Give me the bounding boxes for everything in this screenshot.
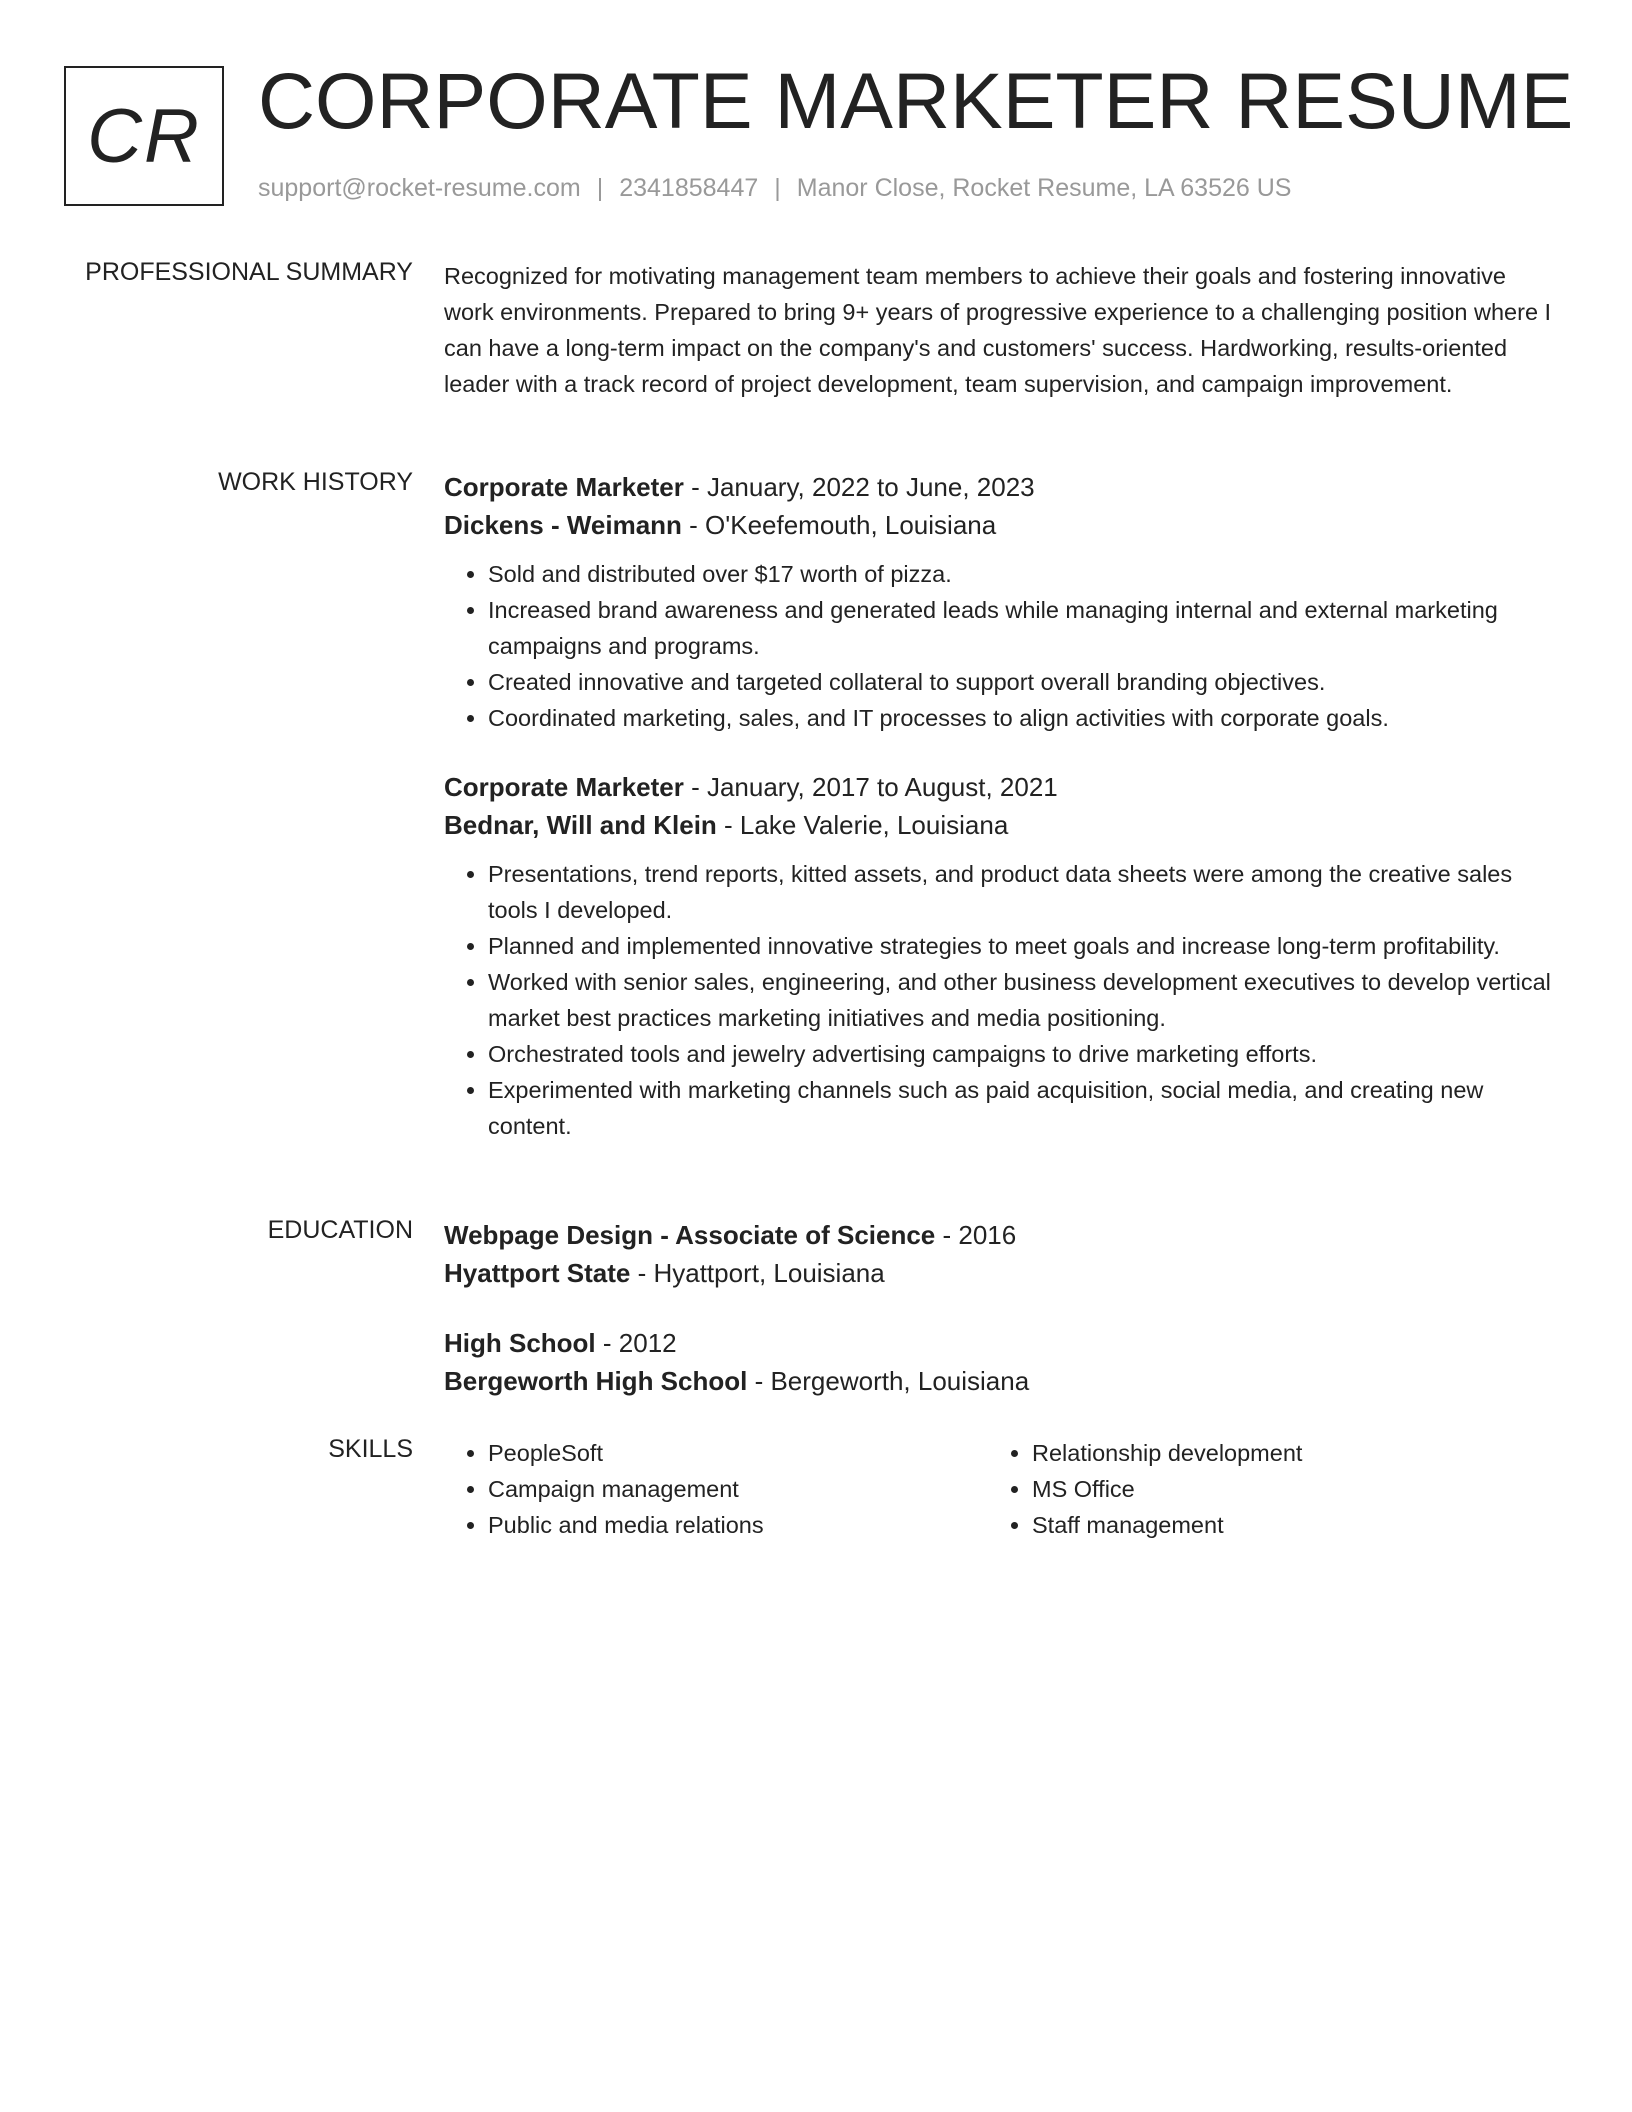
degree: Webpage Design - Associate of Science — [444, 1220, 936, 1250]
education-entry — [444, 1216, 1554, 1292]
school: Bergeworth High School — [444, 1366, 748, 1396]
education-entry — [444, 1324, 1554, 1400]
contact-email: support@rocket-resume.com — [258, 174, 581, 202]
job-company: Bednar, Will and Klein — [444, 810, 717, 840]
job-company: Dickens - Weimann — [444, 510, 682, 540]
list-item: • Orchestrated tools and jewelry advertising campaigns to drive marketing efforts. — [488, 1036, 1554, 1072]
job-location: - O'Keefemouth, Louisiana — [681, 510, 997, 540]
contact-separator: | — [774, 174, 781, 202]
list-item: • Planned and implemented innovative strategies to meet goals and increase long-term profitability. — [488, 928, 1554, 964]
school-location: - Bergeworth, Louisiana — [747, 1366, 1030, 1396]
job-entry — [444, 468, 1554, 736]
skill-item: • PeopleSoft — [488, 1435, 988, 1471]
list-item: • Coordinated marketing, sales, and IT processes to align activities with corporate goals. — [488, 700, 1554, 736]
education-heading: EDUCATION — [267, 1216, 413, 1244]
school-line — [444, 1362, 1554, 1400]
list-item: • Sold and distributed over $17 worth of pizza. — [488, 556, 1554, 592]
job-bullets — [444, 856, 1554, 1144]
skills-column-right — [988, 1435, 1532, 1543]
degree-line — [444, 1216, 1554, 1254]
summary-heading: PROFESSIONAL SUMMARY — [85, 258, 413, 286]
degree: High School — [444, 1328, 596, 1358]
degree-year: - 2016 — [935, 1220, 1017, 1250]
list-item: • Increased brand awareness and generated leads while managing internal and external marketing campaigns and programs. — [488, 592, 1554, 664]
skill-item: • Relationship development — [1032, 1435, 1532, 1471]
job-title-line — [444, 768, 1554, 806]
skill-item: • MS Office — [1032, 1471, 1532, 1507]
page-title: CORPORATE MARKETER RESUME — [258, 56, 1574, 145]
job-title-line — [444, 468, 1554, 506]
work-body — [444, 468, 1554, 1176]
education-body — [444, 1216, 1554, 1432]
job-company-line — [444, 806, 1554, 844]
list-item: • Presentations, trend reports, kitted assets, and product data sheets were among the creative sales tools I developed. — [488, 856, 1554, 928]
skill-item: • Campaign management — [488, 1471, 988, 1507]
job-dates: - January, 2017 to August, 2021 — [683, 772, 1058, 802]
list-item: • Experimented with marketing channels such as paid acquisition, social media, and creating new content. — [488, 1072, 1554, 1144]
skills-body — [444, 1435, 1554, 1543]
skills-column-left — [444, 1435, 988, 1543]
list-item: • Worked with senior sales, engineering, and other business development executives to develop vertical market best practices marketing initiatives and media positioning. — [488, 964, 1554, 1036]
job-bullets — [444, 556, 1554, 736]
degree-year: - 2012 — [595, 1328, 677, 1358]
contact-separator: | — [596, 174, 604, 202]
summary-body — [444, 258, 1554, 402]
job-title: Corporate Marketer — [444, 472, 684, 502]
contact-address: Manor Close, Rocket Resume, LA 63526 US — [796, 174, 1292, 202]
job-dates: - January, 2022 to June, 2023 — [683, 472, 1035, 502]
job-entry — [444, 768, 1554, 1144]
job-company-line — [444, 506, 1554, 544]
contact-phone: 2341858447 — [619, 174, 759, 202]
monogram: CR — [64, 66, 224, 206]
school-location: - Hyattport, Louisiana — [630, 1258, 885, 1288]
degree-line — [444, 1324, 1554, 1362]
summary-text: Recognized for motivating management team members to achieve their goals and fostering innovative work environments. Prepared to bring 9+ years of progressive experience to a challenging position where I can have a long-term impact on the company's and customers' success. Hardworking, results-oriented leader with a track record of project development, team supervision, and campaign improvement. — [444, 263, 1552, 397]
skill-item: • Public and media relations — [488, 1507, 988, 1543]
job-title: Corporate Marketer — [444, 772, 684, 802]
job-location: - Lake Valerie, Louisiana — [716, 810, 1009, 840]
list-item: • Created innovative and targeted collateral to support overall branding objectives. — [488, 664, 1554, 700]
work-heading: WORK HISTORY — [218, 468, 413, 496]
skills-heading: SKILLS — [328, 1435, 413, 1463]
school: Hyattport State — [444, 1258, 631, 1288]
school-line — [444, 1254, 1554, 1292]
skill-item: • Staff management — [1032, 1507, 1532, 1543]
contact-info — [258, 174, 1291, 203]
